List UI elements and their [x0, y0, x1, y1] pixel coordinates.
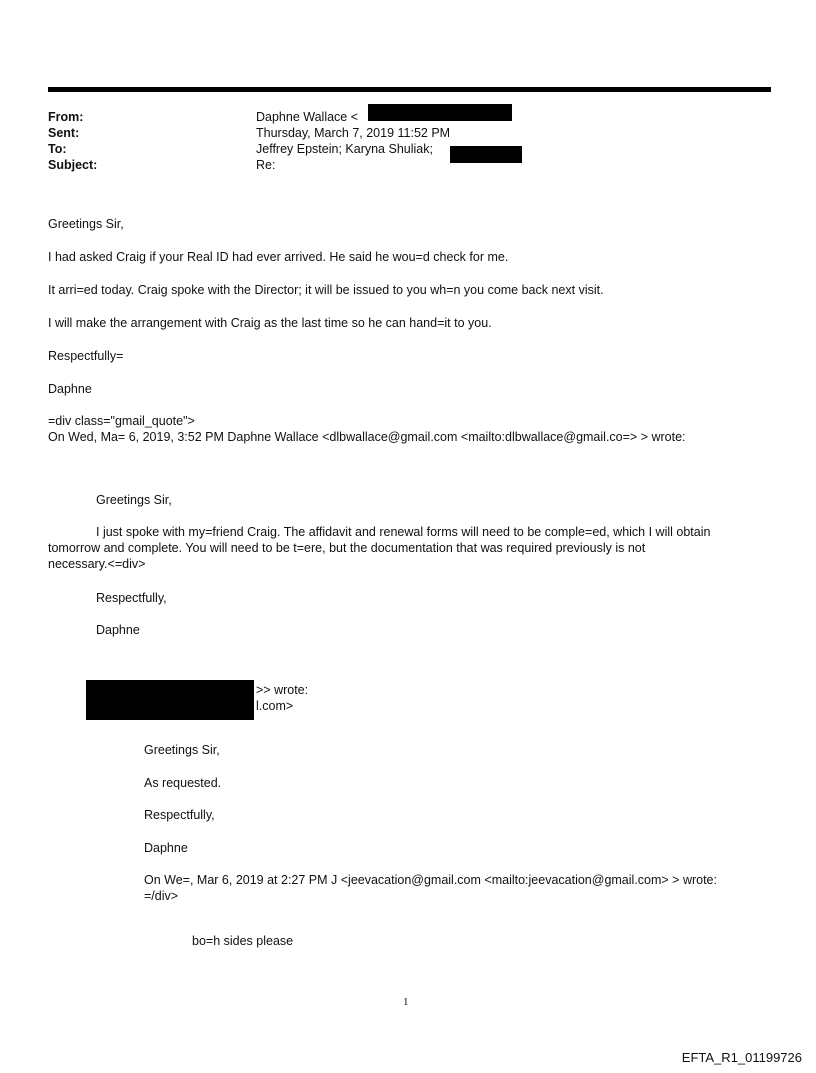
redaction [368, 104, 512, 121]
quote-line: tomorrow and complete. You will need to be t=ere, but the documentation that was required previously is not [48, 541, 646, 555]
header-rule [48, 87, 771, 92]
redaction [86, 680, 254, 720]
page-number: 1 [403, 996, 409, 1008]
quote-line: Daphne [144, 841, 188, 855]
to-value: Jeffrey Epstein; Karyna Shuliak; [256, 142, 433, 156]
subject-label: Subject: [48, 158, 98, 172]
quote-line: Respectfully, [144, 808, 215, 822]
sent-label: Sent: [48, 126, 80, 140]
subject-value: Re: [256, 158, 276, 172]
quote-line: Greetings Sir, [144, 743, 220, 757]
from-label: From: [48, 110, 84, 124]
quote-line: As requested. [144, 776, 222, 790]
quote-line: bo=h sides please [192, 934, 294, 948]
quote-line: Daphne [96, 623, 140, 637]
quote-line: necessary.<=div> [48, 557, 146, 571]
from-value: Daphne Wallace < [256, 110, 359, 124]
quote-line: >> wrote: [256, 683, 309, 697]
quote-line: =div class="gmail_quote"> [48, 414, 195, 428]
quote-line: Respectfully, [96, 591, 167, 605]
quote-line: On Wed, Ma= 6, 2019, 3:52 PM Daphne Wallace <dlbwallace@gmail.com <mailto:dlbwallace@gmail.co=> > wrote: [48, 430, 686, 444]
body-line: I will make the arrangement with Craig as the last time so he can hand=it to you. [48, 316, 492, 330]
sent-value: Thursday, March 7, 2019 11:52 PM [256, 126, 451, 140]
quote-line: I just spoke with my=friend Craig. The affidavit and renewal forms will need to be comple=ed, which I will obtain [96, 525, 711, 539]
redaction [450, 146, 522, 163]
to-label: To: [48, 142, 67, 156]
quote-line: Greetings Sir, [96, 493, 172, 507]
body-line: I had asked Craig if your Real ID had ever arrived. He said he wou=d check for me. [48, 250, 509, 264]
quote-line: l.com> [256, 699, 294, 713]
body-line: Greetings Sir, [48, 217, 124, 231]
quote-line: On We=, Mar 6, 2019 at 2:27 PM J <jeevacation@gmail.com <mailto:jeevacation@gmail.com> > wrote: [144, 873, 717, 887]
body-line: Respectfully= [48, 349, 124, 363]
body-line: It arri=ed today. Craig spoke with the Director; it will be issued to you wh=n you come back next visit. [48, 283, 604, 297]
body-line: Daphne [48, 382, 92, 396]
quote-line: =/div> [144, 889, 179, 903]
document-id: EFTA_R1_01199726 [681, 1050, 802, 1065]
